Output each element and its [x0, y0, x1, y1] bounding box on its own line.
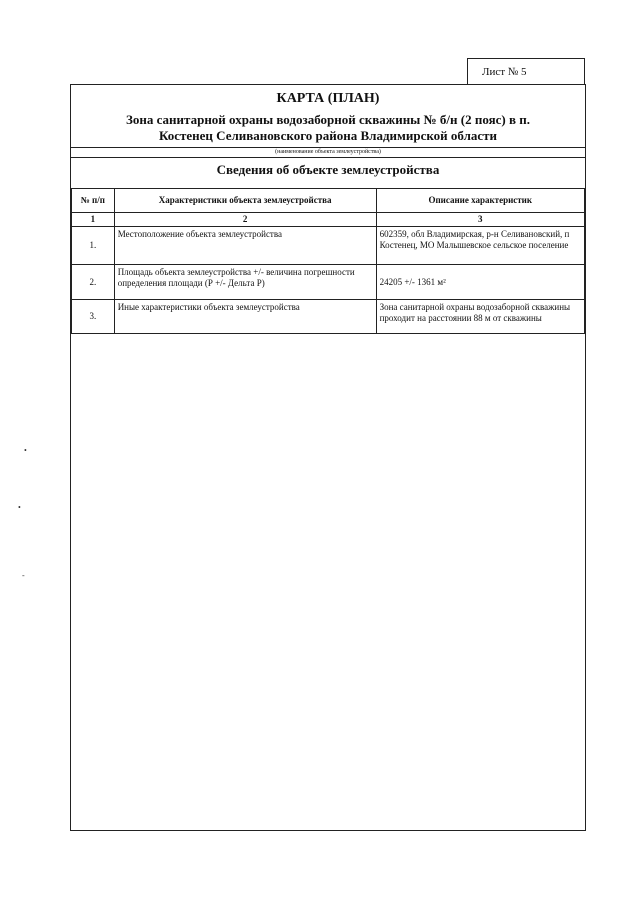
column-number: 1 — [72, 213, 115, 227]
column-number: 3 — [376, 213, 584, 227]
document-frame — [70, 84, 586, 831]
document-title: КАРТА (ПЛАН) — [276, 91, 380, 106]
table-row — [72, 265, 585, 300]
row-number: 3. — [72, 300, 115, 334]
row-number: 1. — [72, 227, 115, 265]
subtitle-line-1: Зона санитарной охраны водозаборной скважины № б/н (2 пояс) в п. — [126, 112, 530, 127]
row-number: 2. — [72, 265, 115, 300]
header-characteristic: Характеристики объекта землеустройства — [114, 189, 376, 213]
row-characteristic: Площадь объекта землеустройства +/- величина погрешности определения площади (Р +/- Дельта Р) — [114, 265, 376, 300]
document-subtitle — [91, 112, 565, 144]
row-description: Зона санитарной охраны водозаборной скважины проходит на расстоянии 88 м от скважины — [376, 300, 584, 334]
divider — [71, 157, 585, 158]
object-caption: (наименование объекта землеустройства) — [275, 149, 381, 155]
row-description: 24205 +/- 1361 м² — [376, 265, 584, 300]
subtitle-line-2: Костенец Селивановского района Владимирской области — [158, 128, 498, 143]
header-description: Описание характеристик — [376, 189, 584, 213]
scan-mark: • — [24, 446, 27, 455]
row-characteristic: Местоположение объекта землеустройства — [114, 227, 376, 265]
sheet-number: Лист № 5 — [467, 58, 585, 84]
table-header-row — [72, 189, 585, 213]
row-description: 602359, обл Владимирская, р-н Селивановский, п Костенец, МО Малышевское сельское поселение — [376, 227, 584, 265]
object-info-table — [71, 188, 585, 334]
section-title: Сведения об объекте землеустройства — [216, 162, 440, 177]
header-num: № п/п — [72, 189, 115, 213]
scan-mark: • — [18, 503, 21, 512]
column-numbers-row — [72, 213, 585, 227]
table-row — [72, 300, 585, 334]
column-number: 2 — [114, 213, 376, 227]
row-characteristic: Иные характеристики объекта землеустройства — [114, 300, 376, 334]
table-row — [72, 227, 585, 265]
scan-mark: - — [22, 571, 25, 580]
